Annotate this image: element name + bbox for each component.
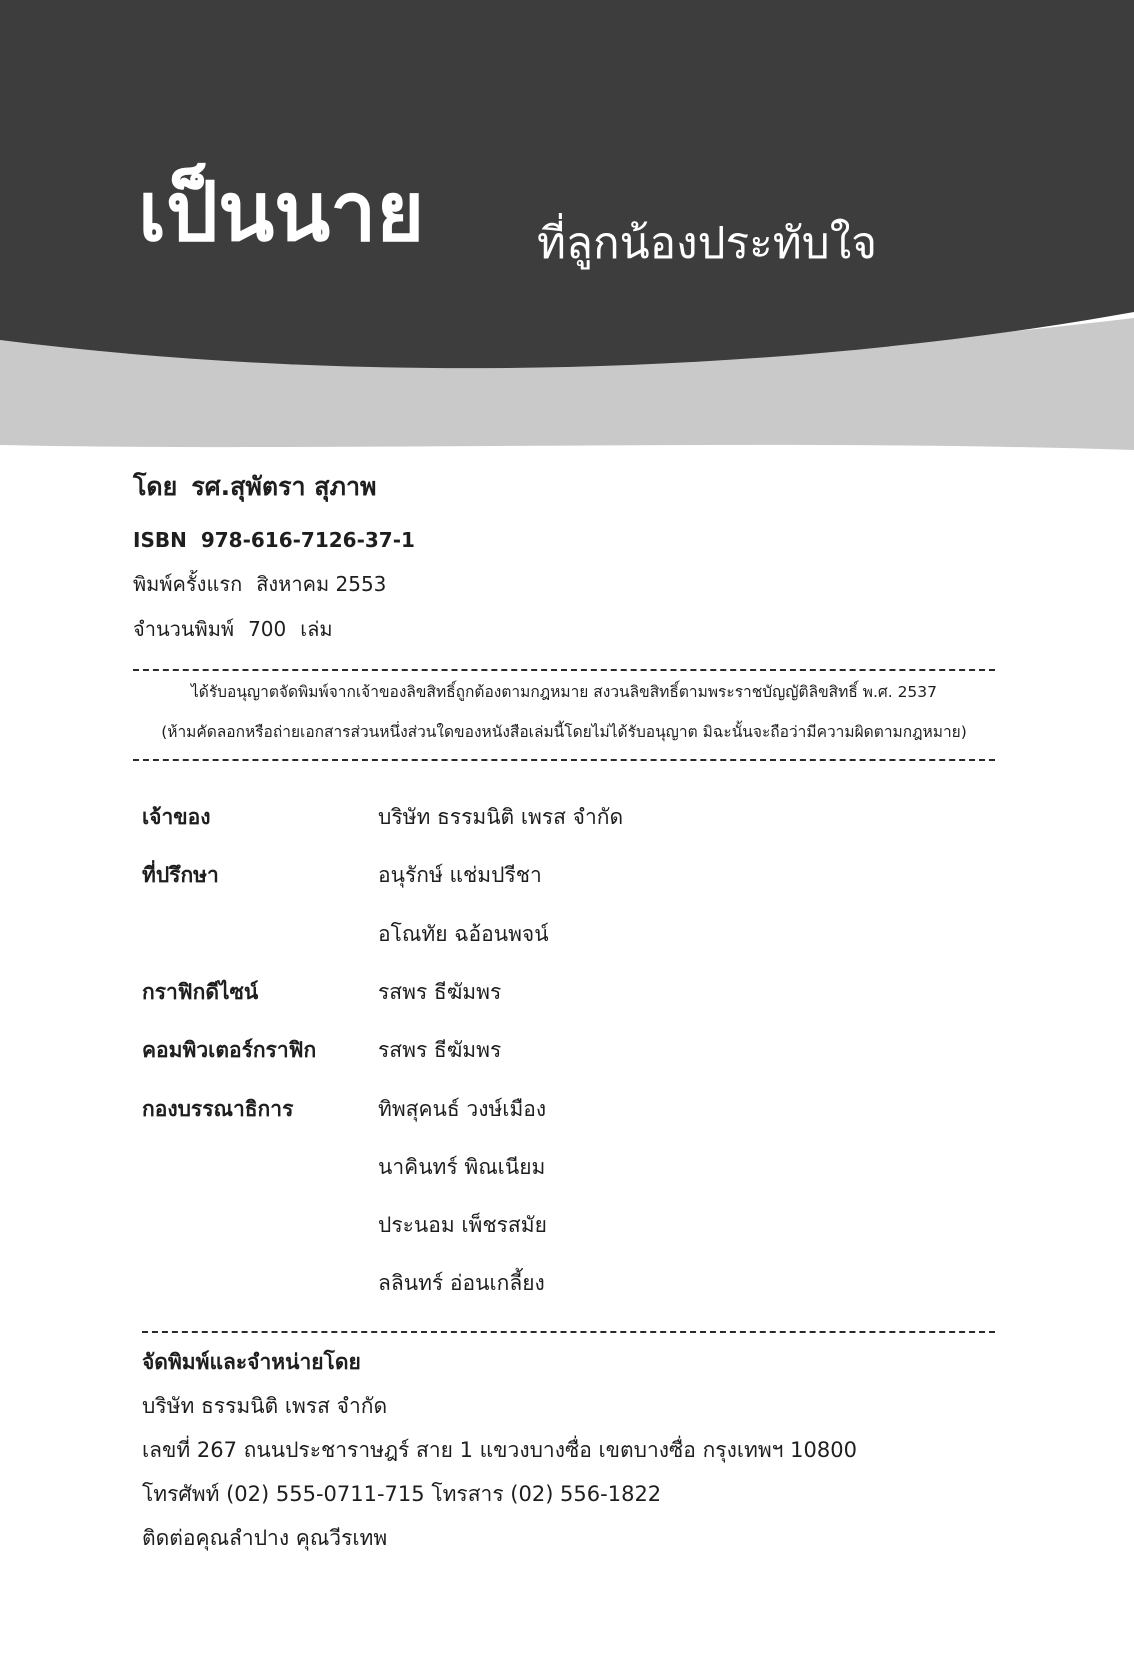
publisher-phone: โทรศัพท์ (02) 555-0711-715 โทรสาร (02) 556-1822	[142, 1482, 662, 1506]
editor-name: ทิพสุคนธ์ วงษ์เมือง	[378, 1097, 547, 1121]
advisor-label: ที่ปรึกษา	[142, 863, 219, 887]
author-line	[133, 472, 377, 502]
publisher-address: เลขที่ 267 ถนนประชาราษฎร์ สาย 1 แขวงบางซื่อ เขตบางซื่อ กรุงเทพฯ 10800	[142, 1438, 857, 1462]
divider-top	[133, 669, 995, 671]
editor-name: ประนอม เพ็ชรสมัย	[378, 1213, 547, 1237]
owner-value: บริษัท ธรรมนิติ เพรส จำกัด	[378, 805, 624, 829]
editor-name: ลลินทร์ อ่อนเกลี้ยง	[378, 1271, 545, 1295]
copyright-notice-line-2: (ห้ามคัดลอกหรือถ่ายเอกสารส่วนหนึ่งส่วนใดของหนังสือเล่มนี้โดยไม่ได้รับอนุญาต มิฉะนั้นจะถือว่ามีความผิดตามกฎหมาย)	[161, 723, 967, 741]
copyright-notice-line-1: ได้รับอนุญาตจัดพิมพ์จากเจ้าของลิขสิทธิ์ถูกต้องตามกฎหมาย สงวนลิขสิทธิ์ตามพระราชบัญญัติลิขสิทธิ์ พ.ศ. 2537	[190, 683, 938, 701]
copies-unit: เล่ม	[300, 617, 333, 641]
publisher-heading: จัดพิมพ์และจำหน่ายโดย	[142, 1350, 361, 1374]
copies-label: จำนวนพิมพ์	[133, 617, 235, 641]
edition-label: พิมพ์ครั้งแรก	[133, 572, 243, 596]
advisor-name: อนุรักษ์ แช่มปรีชา	[378, 863, 542, 887]
divider-publisher	[142, 1331, 995, 1333]
divider-notice-bottom	[133, 759, 995, 761]
isbn-label: ISBN	[133, 528, 187, 552]
copies-line	[133, 617, 333, 641]
computer-graphic-label: คอมพิวเตอร์กราฟิก	[142, 1038, 317, 1062]
graphic-design-label: กราฟิกดีไซน์	[142, 980, 259, 1004]
graphic-design-value: รสพร ธีฆัมพร	[378, 980, 502, 1004]
author-name: รศ.สุพัตรา สุภาพ	[191, 472, 377, 501]
owner-label: เจ้าของ	[142, 805, 211, 829]
edition-value: สิงหาคม 2553	[256, 572, 387, 596]
book-title: เป็นนาย	[138, 165, 425, 260]
copies-value: 700	[248, 617, 287, 641]
publisher-name: บริษัท ธรรมนิติ เพรส จำกัด	[142, 1394, 388, 1418]
author-prefix: โดย	[133, 472, 178, 501]
book-subtitle: ที่ลูกน้องประทับใจ	[537, 218, 877, 269]
advisor-name: อโณทัย ฉอ้อนพจน์	[378, 922, 549, 946]
computer-graphic-value: รสพร ธีฆัมพร	[378, 1038, 502, 1062]
edition-line	[133, 572, 386, 596]
editorial-label: กองบรรณาธิการ	[142, 1097, 294, 1121]
isbn-line	[133, 528, 415, 552]
editor-name: นาคินทร์ พิณเนียม	[378, 1155, 546, 1179]
publisher-contact: ติดต่อคุณลำปาง คุณวีรเทพ	[142, 1526, 388, 1550]
isbn-value: 978-616-7126-37-1	[200, 528, 415, 552]
